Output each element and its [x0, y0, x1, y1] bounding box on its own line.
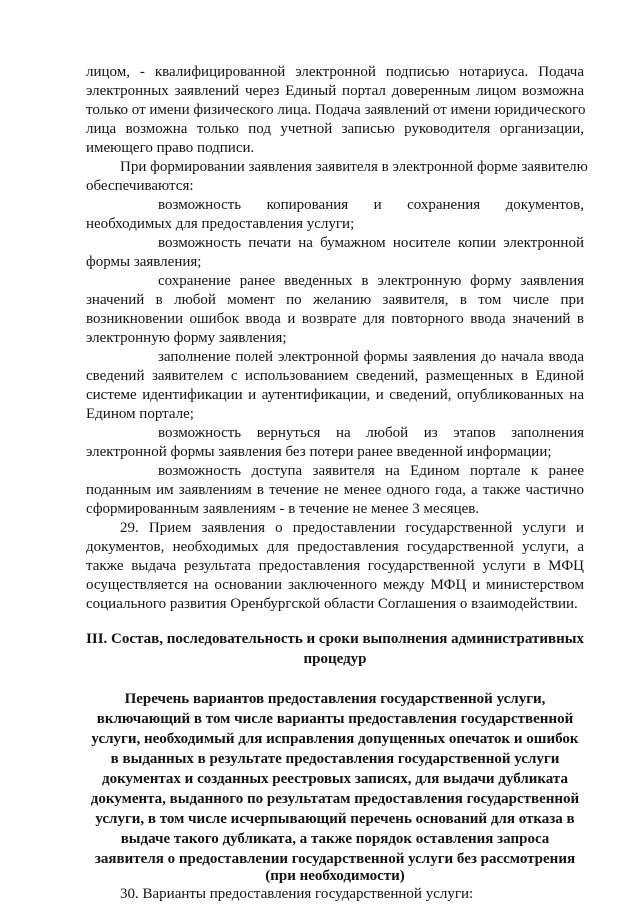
text-line: заполнение полей электронной формы заявления до начала ввода: [158, 349, 584, 365]
text-line: возможность доступа заявителя на Едином портале к ранее: [158, 463, 584, 479]
subheading-line: документах и созданных реестровых записях, для выдачи дубликата: [102, 771, 568, 787]
text-line: осуществляется на основании заключенного между МФЦ и министерством: [86, 577, 584, 593]
text-line: возникновении ошибок ввода и возврате для повторного ввода значений в: [86, 311, 584, 327]
subheading-line: выдаче такого дубликата, а также порядок оставления запроса: [120, 831, 550, 847]
text-line: электронной формы заявления без потери ранее введенной информации;: [86, 444, 552, 460]
text-line: электронную форму заявления;: [86, 330, 287, 346]
subheading-line: документа, выданного по результатам предоставления государственной: [90, 791, 580, 807]
text-line: имеющего право подписи.: [86, 140, 255, 156]
text-line: При формировании заявления заявителя в электронной форме заявителю: [120, 159, 588, 175]
subheading-line: Перечень вариантов предоставления государственной услуги,: [124, 691, 546, 707]
subheading-line: услуги, в том числе исчерпывающий перечень оснований для отказа в: [95, 811, 575, 827]
text-line: возможность копирования и сохранения документов,: [158, 197, 584, 213]
subheading-line: заявителя о предоставлении государственной услуги без рассмотрения: [94, 851, 576, 867]
subheading-line: (при необходимости): [265, 868, 405, 884]
text-line: формы заявления;: [86, 254, 202, 270]
text-line: возможность вернуться на любой из этапов заполнения: [158, 425, 584, 441]
text-line: сохранение ранее введенных в электронную форму заявления: [158, 273, 584, 289]
text-line: только от имени физического лица. Подача заявлений от имени юридического: [86, 102, 586, 118]
text-line: сформированным заявлениям - в течение не менее 3 месяцев.: [86, 501, 480, 517]
text-line: 29. Прием заявления о предоставлении государственной услуги и: [120, 520, 584, 536]
section-heading-line: процедур: [303, 651, 367, 667]
text-line: сведений заявителем с использованием сведений, размещенных в Единой: [86, 368, 584, 384]
section-heading-line: III. Состав, последовательность и сроки выполнения административных: [86, 631, 584, 647]
subheading-line: включающий в том числе варианты предоставления государственной: [96, 711, 574, 727]
text-line: также выдача результата предоставления государственной услуги в МФЦ: [86, 558, 584, 574]
text-line: возможность печати на бумажном носителе копии электронной: [158, 235, 584, 251]
text-line: системе идентификации и аутентификации, и сведений, опубликованных на: [86, 387, 584, 403]
text-line: электронных заявлений через Единый портал доверенным лицом возможна: [86, 83, 584, 99]
text-line: лица возможна только под учетной записью руководителя организации,: [86, 121, 584, 137]
text-line: 30. Варианты предоставления государственной услуги:: [120, 886, 474, 902]
text-line: поданным им заявлениям в течение не менее одного года, а также частично: [86, 482, 584, 498]
text-line: Едином портале;: [86, 406, 194, 422]
text-line: социального развития Оренбургской области Соглашения о взаимодействии.: [86, 596, 578, 612]
text-line: обеспечиваются:: [86, 178, 194, 194]
subheading-line: услуги, необходимый для исправления допущенных опечаток и ошибок: [91, 731, 579, 747]
text-line: документов, необходимых для предоставления государственной услуги, а: [86, 539, 584, 555]
text-line: значений в любой момент по желанию заявителя, в том числе при: [86, 292, 584, 308]
text-line: лицом, - квалифицированной электронной подписью нотариуса. Подача: [86, 64, 584, 80]
text-line: необходимых для предоставления услуги;: [86, 216, 355, 232]
subheading-line: в выданных в результате предоставления государственной услуги: [110, 751, 560, 767]
